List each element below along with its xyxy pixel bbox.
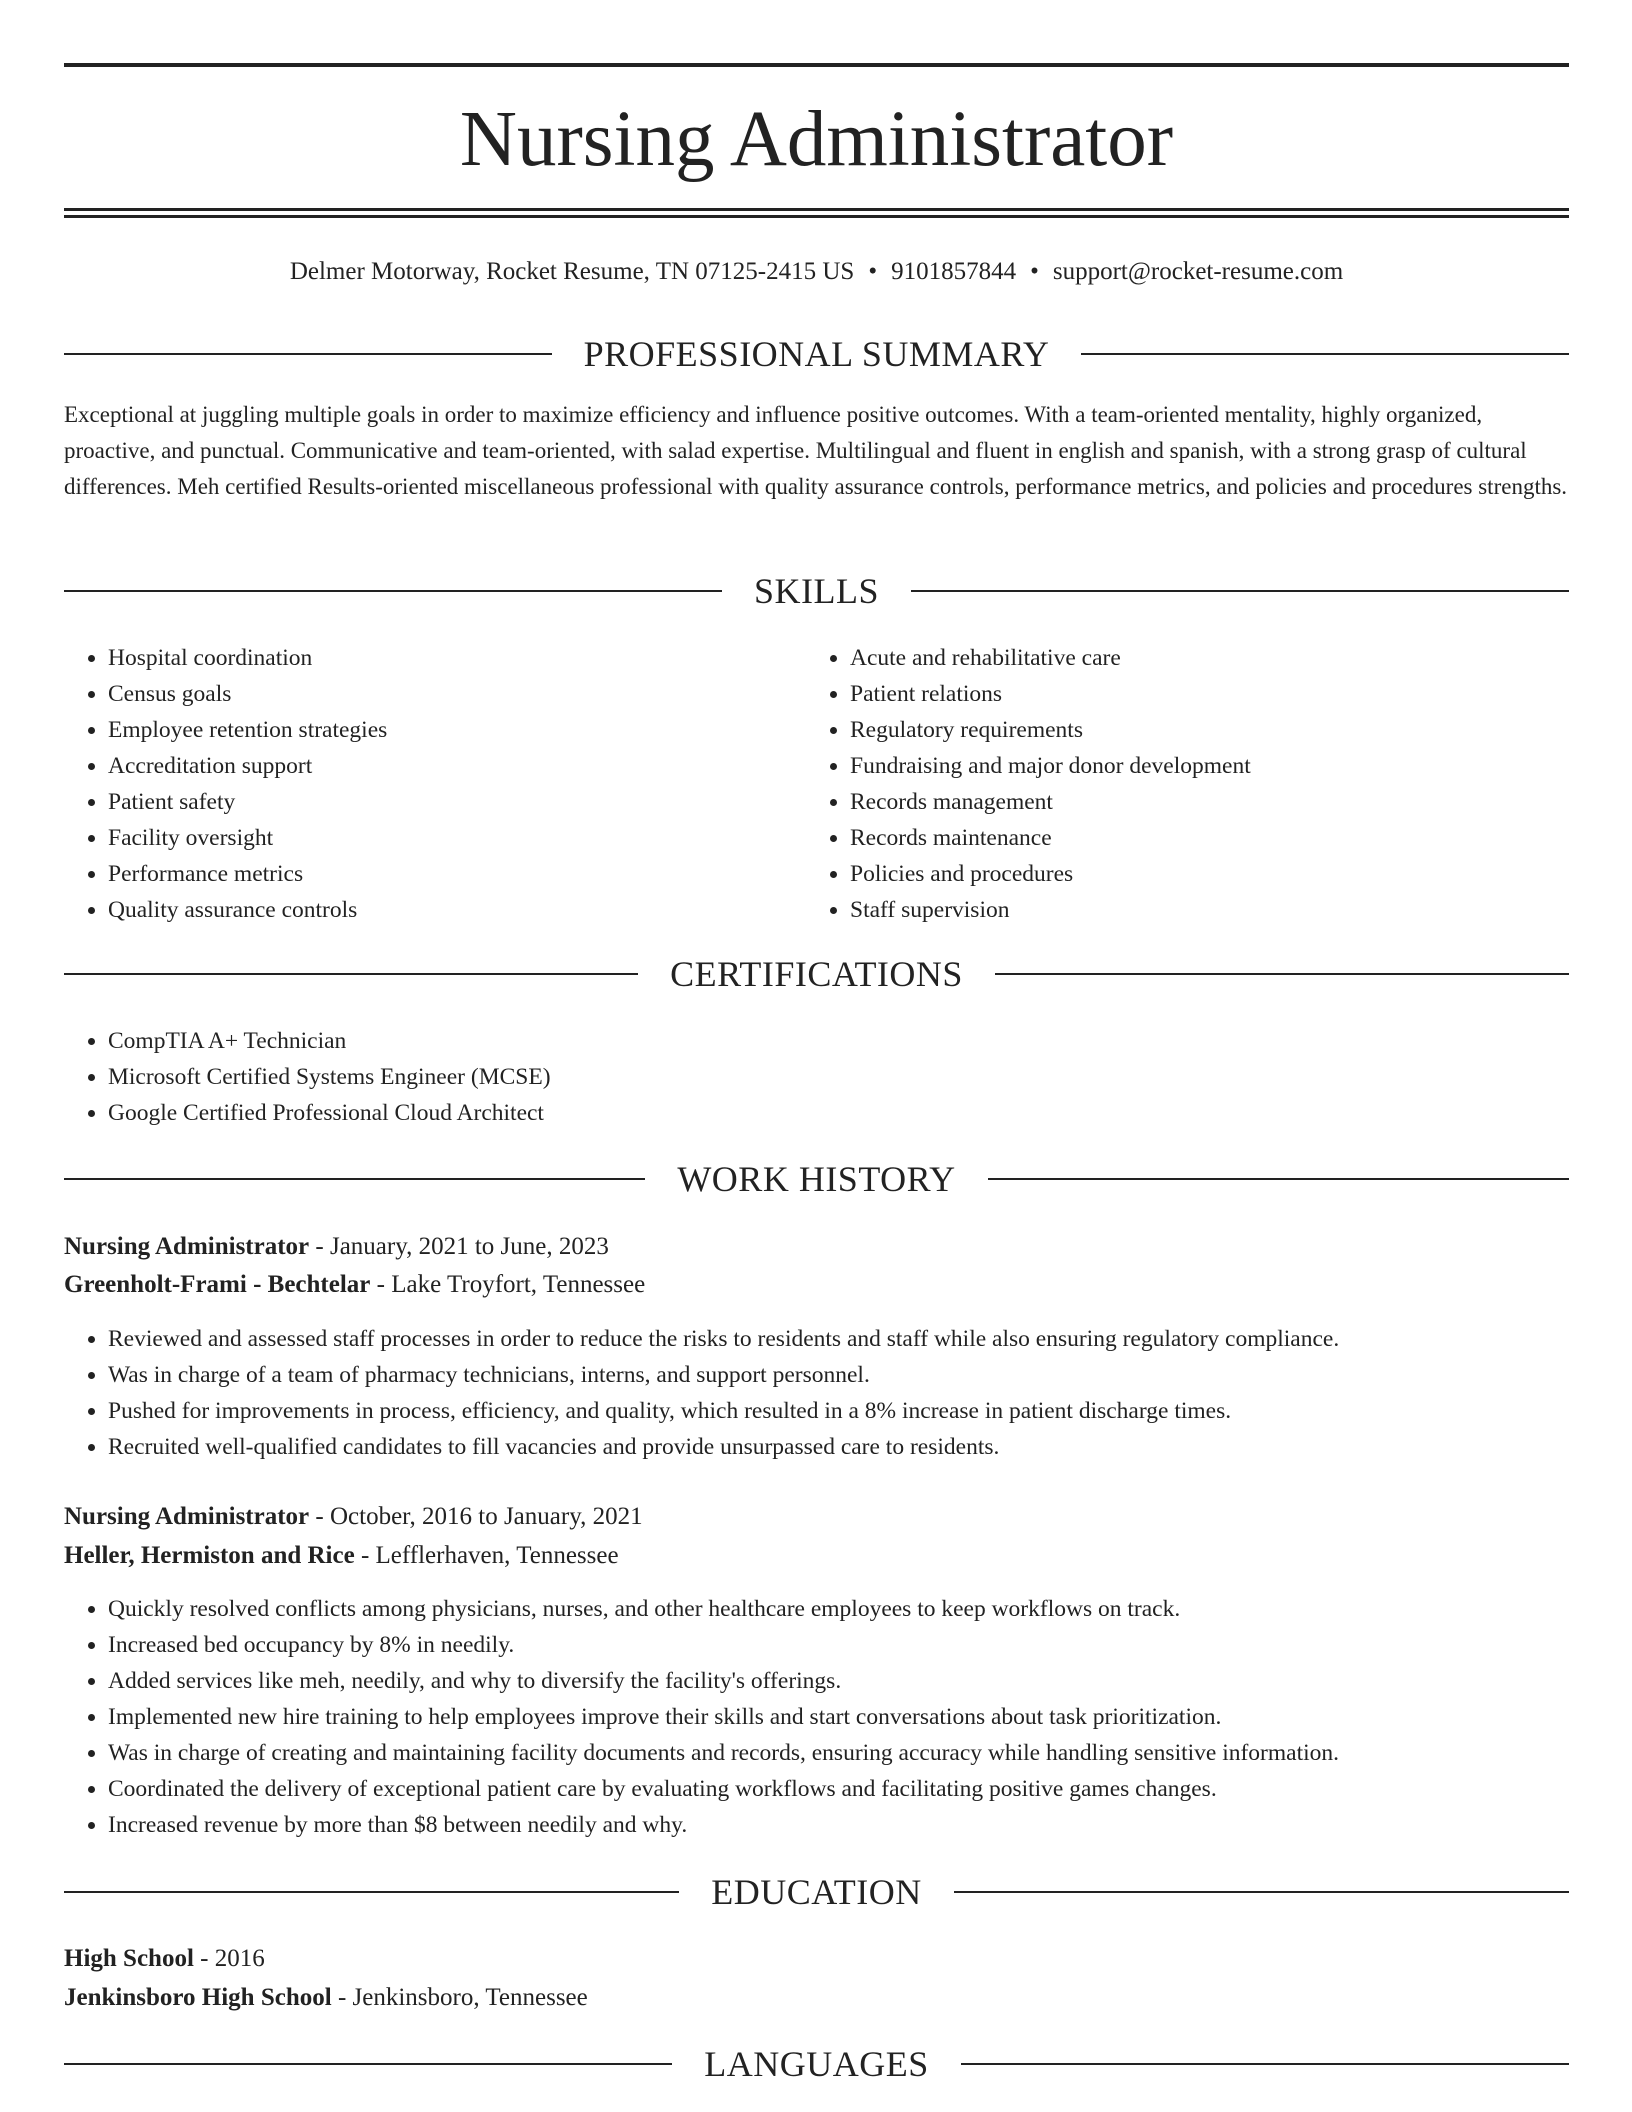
heading-rule-left xyxy=(64,353,552,355)
heading-rule-left xyxy=(64,2063,672,2065)
resume-title: Nursing Administrator xyxy=(459,96,1174,183)
work-heading-text: WORK HISTORY xyxy=(677,1159,956,1199)
job-bullet: • Recruited well-qualified candidates to fill vacancies and provide unsurpassed care to residents. xyxy=(108,1429,1588,1465)
skill-item: • Employee retention strategies xyxy=(108,712,808,748)
job-bullet: • Was in charge of creating and maintaining facility documents and records, ensuring accuracy while handling sensitive information. xyxy=(108,1735,1588,1771)
skills-list-left xyxy=(64,640,808,928)
title-rule-upper xyxy=(64,208,1569,211)
contact-address: Delmer Motorway, Rocket Resume, TN 07125-2415 US xyxy=(289,258,855,285)
job-bullet: • Pushed for improvements in process, efficiency, and quality, which resulted in a 8% increase in patient discharge times. xyxy=(108,1393,1588,1429)
job-bullets xyxy=(64,1591,1588,1843)
skills-list-right xyxy=(806,640,1610,928)
heading-rule-right xyxy=(961,2063,1569,2065)
job-bullet: • Increased revenue by more than $8 between needily and why. xyxy=(108,1807,1588,1843)
job-bullet: • Coordinated the delivery of exceptional patient care by evaluating workflows and facilitating positive games changes. xyxy=(108,1771,1588,1807)
skill-item: • Staff supervision xyxy=(850,892,1610,928)
certifications-list xyxy=(64,1023,1508,1131)
skill-item: • Records maintenance xyxy=(850,820,1610,856)
languages-heading xyxy=(64,2040,1569,2088)
skill-item: • Policies and procedures xyxy=(850,856,1610,892)
job-title: Nursing Administrator xyxy=(64,1503,310,1530)
skill-item: • Performance metrics xyxy=(108,856,808,892)
job-employer-line xyxy=(64,1267,645,1303)
job-location: - Lefflerhaven, Tennessee xyxy=(354,1542,619,1569)
job-title-line xyxy=(64,1499,643,1535)
job-title-line xyxy=(64,1229,609,1265)
languages-heading-text: LANGUAGES xyxy=(704,2044,929,2084)
skill-item: • Accreditation support xyxy=(108,748,808,784)
job-dates: - January, 2021 to June, 2023 xyxy=(309,1233,609,1260)
education-heading xyxy=(64,1868,1569,1916)
heading-rule-left xyxy=(64,973,638,975)
contact-phone: 9101857844 xyxy=(891,258,1017,285)
skill-item: • Quality assurance controls xyxy=(108,892,808,928)
work-heading xyxy=(64,1155,1569,1203)
job-employer: Greenholt-Frami - Bechtelar xyxy=(64,1271,371,1298)
skills-heading xyxy=(64,567,1569,615)
certifications-heading xyxy=(64,950,1569,998)
job-location: - Lake Troyfort, Tennessee xyxy=(370,1271,646,1298)
education-heading-text: EDUCATION xyxy=(711,1872,922,1912)
heading-rule-left xyxy=(64,1178,645,1180)
skill-item: • Patient safety xyxy=(108,784,808,820)
contact-line xyxy=(64,255,1569,289)
skills-heading-text: SKILLS xyxy=(754,571,880,611)
summary-heading-text: PROFESSIONAL SUMMARY xyxy=(583,334,1050,374)
education-location: - Jenkinsboro, Tennessee xyxy=(331,1984,588,2011)
skill-item: • Census goals xyxy=(108,676,808,712)
heading-rule-right xyxy=(911,590,1569,592)
job-employer: Heller, Hermiston and Rice xyxy=(64,1542,355,1569)
heading-rule-right xyxy=(1081,353,1569,355)
job-bullet: • Added services like meh, needily, and why to diversify the facility's offerings. xyxy=(108,1663,1588,1699)
job-bullet: • Was in charge of a team of pharmacy technicians, interns, and support personnel. xyxy=(108,1357,1588,1393)
education-year: - 2016 xyxy=(193,1945,265,1972)
education-school-line xyxy=(64,1980,588,2016)
title-rule-lower xyxy=(64,215,1569,218)
heading-rule-left xyxy=(64,590,722,592)
certification-item: • CompTIA A+ Technician xyxy=(108,1023,1508,1059)
heading-rule-right xyxy=(995,973,1569,975)
certification-item: • Microsoft Certified Systems Engineer (MCSE) xyxy=(108,1059,1508,1095)
education-degree-line xyxy=(64,1941,265,1977)
job-bullet: • Quickly resolved conflicts among physicians, nurses, and other healthcare employees to keep workflows on track. xyxy=(108,1591,1588,1627)
summary-heading xyxy=(64,330,1569,378)
education-school: Jenkinsboro High School xyxy=(64,1984,332,2011)
contact-separator: • xyxy=(868,258,878,285)
skill-item: • Facility oversight xyxy=(108,820,808,856)
summary-text: Exceptional at juggling multiple goals in order to maximize efficiency and influence positive outcomes. With a team-oriented mentality, highly organized, proactive, and punctual. Communicative and team-oriented, with salad expertise. Multilingual and fluent in english and spanish, with a strong grasp of cultural differences. Meh certified Results-oriented miscellaneous professional with quality assurance controls, performance metrics, and policies and procedures strengths. xyxy=(64,402,1568,499)
education-degree: High School xyxy=(64,1945,194,1972)
skill-item: • Records management xyxy=(850,784,1610,820)
job-title: Nursing Administrator xyxy=(64,1233,310,1260)
job-bullet: • Increased bed occupancy by 8% in needily. xyxy=(108,1627,1588,1663)
skill-item: • Hospital coordination xyxy=(108,640,808,676)
certification-item: • Google Certified Professional Cloud Architect xyxy=(108,1095,1508,1131)
job-bullet: • Implemented new hire training to help employees improve their skills and start conversations about task prioritization. xyxy=(108,1699,1588,1735)
job-dates: - October, 2016 to January, 2021 xyxy=(309,1503,643,1530)
top-rule xyxy=(64,63,1569,67)
job-bullet: • Reviewed and assessed staff processes in order to reduce the risks to residents and staff while also ensuring regulatory compliance. xyxy=(108,1321,1588,1357)
job-bullets xyxy=(64,1321,1588,1465)
skill-item: • Patient relations xyxy=(850,676,1610,712)
job-employer-line xyxy=(64,1538,619,1574)
contact-email: support@rocket-resume.com xyxy=(1052,258,1344,285)
heading-rule-right xyxy=(954,1891,1569,1893)
heading-rule-left xyxy=(64,1891,679,1893)
contact-separator: • xyxy=(1030,258,1039,285)
skill-item: • Regulatory requirements xyxy=(850,712,1610,748)
skill-item: • Acute and rehabilitative care xyxy=(850,640,1610,676)
skill-item: • Fundraising and major donor development xyxy=(850,748,1610,784)
certifications-heading-text: CERTIFICATIONS xyxy=(670,954,963,994)
heading-rule-right xyxy=(988,1178,1569,1180)
